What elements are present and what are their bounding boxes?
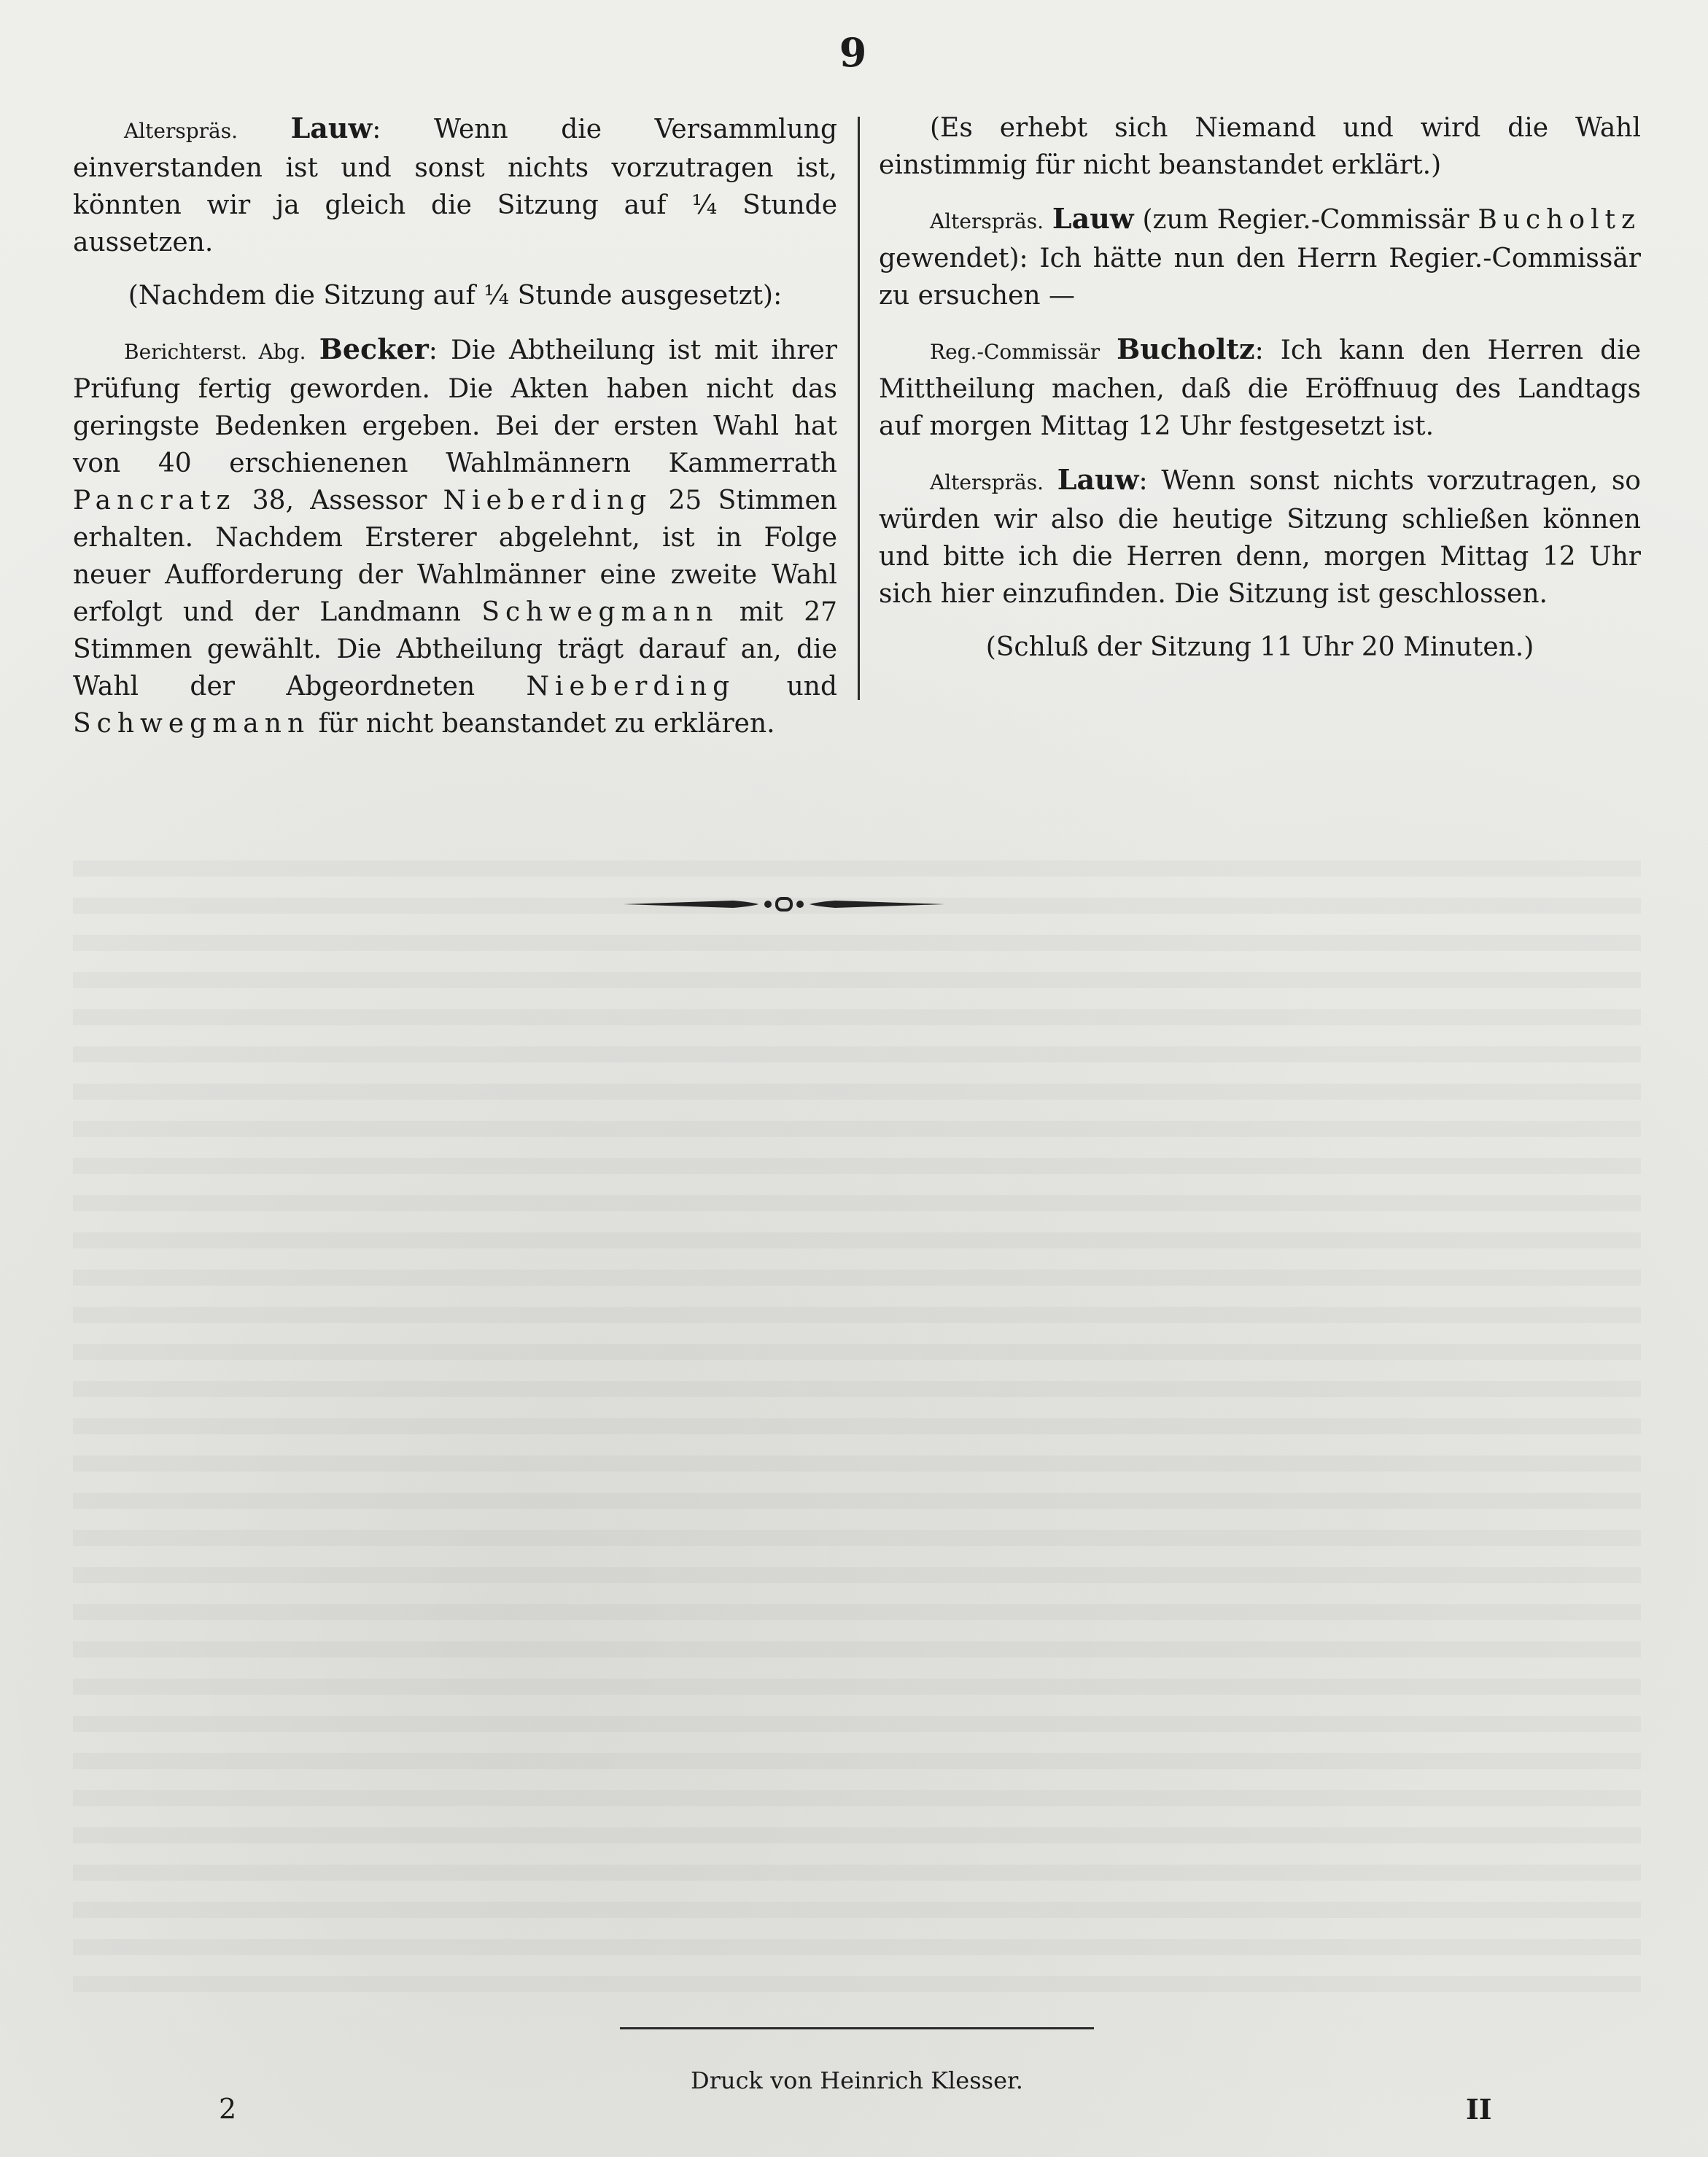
paragraph-text: (Es erhebt sich Niemand und wird die Wahl einstimmig für nicht beanstandet erklärt.)	[879, 113, 1641, 180]
speaker-name: Lauw	[1052, 202, 1134, 235]
person-name: Schwegmann	[73, 709, 311, 739]
paragraph-text: : Wenn die Versammlung einverstanden ist und sonst nichts vorzutragen ist, könnten wir ja gleich die Sitzung auf ¼ Stunde aussetzen.	[73, 114, 837, 257]
paragraph-text: 25 Stimmen erhalten. Nachdem Ersterer abgelehnt, ist in Folge neuer Aufforderung der Wahlmänner eine zweite Wahl erfolgt und der Landmann	[73, 486, 837, 627]
paragraph-lauw-adjourn	[73, 109, 837, 261]
speaker-name: Lauw	[290, 112, 373, 144]
paragraph-text: (Schluß der Sitzung 11 Uhr 20 Minuten.)	[985, 632, 1534, 662]
person-name: Bucholtz	[1478, 205, 1641, 235]
ornament-left-dot	[764, 901, 772, 908]
paragraph-text: : Die Abtheilung ist mit ihrer Prüfung fertig geworden. Die Akten haben nicht das geringste Bedenken ergeben. Bei der ersten Wahl hat von 40 erschienenen Wahlmännern Kammerrath	[73, 335, 837, 478]
speaker-title: Alterspräs.	[930, 209, 1044, 233]
left-column	[73, 109, 837, 758]
signature-mark-right: II	[1466, 2093, 1492, 2126]
paragraph-text: gewendet): Ich hätte nun den Herrn Regier.-Commissär zu ersuchen —	[879, 244, 1641, 311]
page-number: 9	[839, 29, 868, 76]
speaker-name: Lauw	[1057, 463, 1139, 496]
signature-mark-left: 2	[219, 2093, 237, 2125]
paragraph-lauw-closing	[879, 461, 1641, 613]
ornament-right-spike	[810, 901, 944, 908]
speaker-title: Berichterst. Abg.	[124, 340, 306, 364]
printer-imprint: Druck von Heinrich Klesser.	[691, 2067, 1023, 2094]
person-name: Nieberding	[526, 672, 736, 701]
ornament-divider	[624, 890, 944, 919]
person-name: Schwegmann	[481, 597, 719, 627]
paragraph-bucholtz-announcement	[879, 330, 1641, 445]
speaker-title: Alterspräs.	[930, 470, 1044, 494]
paragraph-becker-report	[73, 330, 837, 742]
ornament-center-bar	[777, 898, 791, 910]
paragraph-text: : Wenn sonst nichts vorzutragen, so würden wir also die heutige Sitzung schließen können und bitte ich die Herren denn, morgen Mittag 12 Uhr sich hier einzufinden. Die Sitzung ist geschlossen.	[879, 466, 1641, 609]
right-column	[879, 109, 1641, 682]
person-name: Nieberding	[443, 486, 653, 516]
speaker-title: Alterspräs.	[124, 119, 238, 143]
column-divider	[858, 117, 860, 700]
ornament-right-dot	[796, 901, 804, 908]
paragraph-session-end	[879, 629, 1641, 666]
speaker-title: Reg.-Commissär	[930, 340, 1101, 364]
speaker-name: Becker	[319, 333, 429, 365]
bleed-through-texture	[73, 860, 1641, 1998]
paragraph-lauw-to-commissioner	[879, 200, 1641, 314]
paragraph-text: für nicht beanstandet zu erklären.	[310, 709, 775, 739]
paragraph-no-objection	[879, 109, 1641, 184]
paragraph-text: (zum Regier.-Commissär	[1133, 205, 1478, 235]
paragraph-text: und	[735, 672, 837, 701]
ornament-left-spike	[624, 901, 758, 908]
paragraph-text: mit 27 Stimmen gewählt. Die Abtheilung trägt darauf an, die Wahl der Abgeordneten	[73, 597, 838, 701]
paragraph-session-note	[73, 277, 837, 314]
footer-rule	[620, 2027, 1094, 2029]
paragraph-text: : Ich kann den Herren die Mittheilung machen, daß die Eröffnuug des Landtags auf morgen Mittag 12 Uhr festgesetzt ist.	[879, 335, 1641, 441]
speaker-name: Bucholtz	[1117, 333, 1255, 365]
paragraph-text: (Nachdem die Sitzung auf ¼ Stunde ausgesetzt):	[128, 281, 783, 311]
person-name: Pancratz	[73, 486, 236, 516]
paragraph-text: 38, Assessor	[236, 486, 443, 516]
